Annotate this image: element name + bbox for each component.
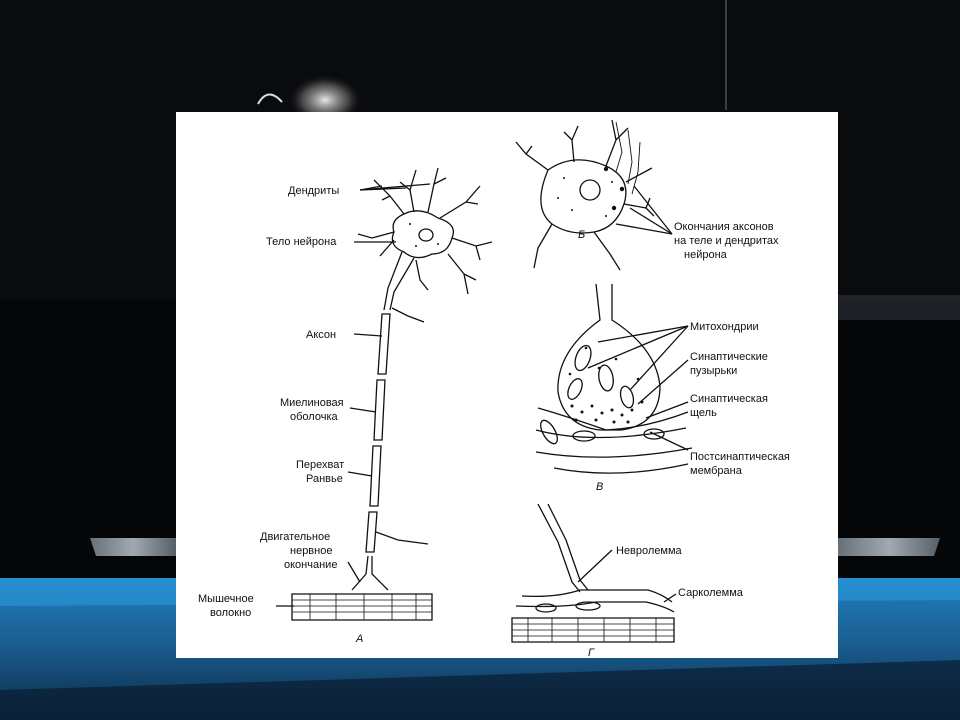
panel-g-ending	[512, 504, 676, 642]
label-ranvier-1: Перехват	[296, 459, 345, 471]
muscle-fiber	[292, 594, 432, 620]
neuron-synapse-figure	[176, 112, 838, 658]
axon-collateral	[392, 308, 424, 322]
label-vesicles-2: пузырьки	[690, 365, 738, 377]
label-vesicles-1: Синаптические	[690, 351, 768, 363]
label-motor-2: нервное	[290, 545, 333, 557]
axon-side-branch	[376, 532, 428, 544]
label-neurolemma: Невролемма	[616, 545, 682, 557]
stipple-dots	[409, 167, 644, 424]
label-motor-1: Двигательное	[260, 531, 331, 543]
label-neuron-body: Тело нейрона	[266, 236, 337, 248]
label-ranvier-2: Ранвье	[306, 473, 343, 485]
neuron-b-body	[541, 160, 626, 233]
label-muscle-2: волокно	[210, 607, 252, 619]
label-cleft-2: щель	[690, 407, 717, 419]
label-muscle-1: Мышечное	[198, 593, 254, 605]
axon-g-outer	[538, 504, 580, 592]
mitochondrion-4	[618, 385, 635, 409]
mitochondrion-1	[572, 343, 594, 372]
panel-v-synapse	[536, 284, 692, 473]
panel-a-labels	[198, 185, 363, 645]
label-myelin-2: оболочка	[290, 411, 338, 423]
figure-card	[176, 112, 838, 658]
panel-v-labels	[596, 321, 790, 493]
neuron-body-shape	[392, 211, 453, 258]
panel-letter-g: Г	[588, 647, 594, 658]
presynaptic-terminal	[558, 284, 660, 430]
panel-letter-v: В	[596, 481, 604, 493]
label-sarcolemma: Сарколемма	[678, 587, 743, 599]
label-axon: Аксон	[306, 329, 337, 341]
label-axon-endings-2: на теле и дендритах	[674, 235, 779, 247]
label-mitochondria: Митохондрии	[690, 321, 759, 333]
panel-b-neuron	[516, 120, 672, 270]
label-dendrites: Дендриты	[288, 185, 340, 197]
axon-hillock	[384, 252, 402, 310]
postsynaptic-membrane	[538, 408, 688, 430]
label-motor-3: окончание	[284, 559, 338, 571]
mitochondrion-3	[565, 376, 585, 401]
label-cleft-1: Синаптическая	[690, 393, 768, 405]
label-axon-endings-1: Окончания аксонов	[674, 221, 774, 233]
neuron-nucleus	[419, 229, 433, 241]
label-axon-endings-3: нейрона	[684, 249, 727, 261]
terminal-g	[522, 590, 672, 602]
label-myelin-1: Миелиновая	[280, 397, 344, 409]
label-postsyn-1: Постсинаптическая	[690, 451, 790, 463]
panel-letter-a: А	[356, 633, 364, 645]
neuron-b-nucleus	[580, 180, 600, 200]
label-postsyn-2: мембрана	[690, 465, 742, 477]
myelin-segments	[366, 314, 390, 552]
panel-letter-b: Б	[578, 229, 586, 241]
